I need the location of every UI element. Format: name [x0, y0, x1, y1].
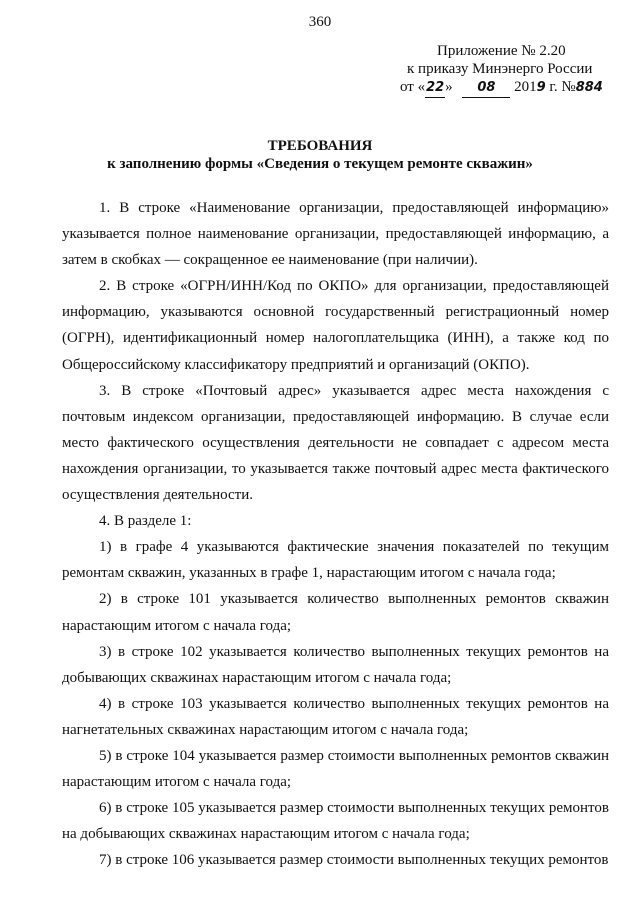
paragraph: 6) в строке 105 указывается размер стоимости выполненных текущих ремонтов на добывающих скважинах нарастающим итогом с начала года; [62, 800, 609, 843]
page-number: 360 [308, 14, 332, 30]
paragraph: 7) в строке 106 указывается размер стоимости выполненных текущих ремонтов [99, 852, 609, 869]
order-number: 884 [575, 80, 603, 95]
paragraph: 2) в строке 101 указывается количество выполненных ремонтов скважин нарастающим итогом с начала года; [62, 591, 609, 634]
month-field: 08 [462, 79, 510, 98]
paragraph: 3) в строке 102 указывается количество выполненных текущих ремонтов на добывающих скважинах нарастающим итогом с начала года; [62, 643, 609, 686]
title-heading: ТРЕБОВАНИЯ [267, 138, 373, 154]
date-prefix: от « [400, 79, 426, 95]
title-subheading: к заполнению формы «Сведения о текущем ремонте скважин» [107, 156, 533, 172]
appendix-title: Приложение № 2.20 [437, 43, 566, 59]
paragraph: 3. В строке «Почтовый адрес» указывается адрес места нахождения с почтовым индексом организации, предоставляющей информацию. В случае если место фактического осуществления деятельности не совпадает с адресом места нахождения организации, то указывается также почтовый адрес места фактического осуществления деятельности. [62, 382, 609, 504]
appendix-order-ref: к приказу Минэнерго России [407, 61, 593, 77]
year-prefix: 201 [514, 79, 537, 95]
paragraph: 4. В разделе 1: [99, 513, 192, 530]
year-digit: 9 [536, 80, 546, 95]
document-title [0, 137, 640, 173]
day-field: 22 [425, 79, 445, 98]
year-suffix: г. № [545, 79, 576, 95]
appendix-block [400, 42, 615, 98]
paragraph: 4) в строке 103 указывается количество выполненных текущих ремонтов на нагнетательных скважинах нарастающим итогом с начала года; [62, 695, 609, 738]
paragraph: 1) в графе 4 указываются фактические значения показателей по текущим ремонтам скважин, указанных в графе 1, нарастающим итогом с начала года; [62, 539, 609, 582]
paragraph: 2. В строке «ОГРН/ИНН/Код по ОКПО» для организации, предоставляющей информацию, указываются основной государственный регистрационный номер (ОГРН), идентификационный номер налогоплательщика (ИНН), а также код по Общероссийскому классификатору предприятий и организаций (ОКПО). [62, 278, 609, 373]
paragraph: 5) в строке 104 указывается размер стоимости выполненных ремонтов скважин нарастающим итогом с начала года; [62, 747, 609, 791]
paragraph: 1. В строке «Наименование организации, предоставляющей информацию» указывается полное наименование организации, предоставляющей информацию, а затем в скобках — сокращенное ее наименование (при наличии). [62, 200, 609, 269]
appendix-date-line [400, 78, 615, 98]
body-text [62, 195, 609, 873]
date-separator: » [445, 79, 453, 95]
